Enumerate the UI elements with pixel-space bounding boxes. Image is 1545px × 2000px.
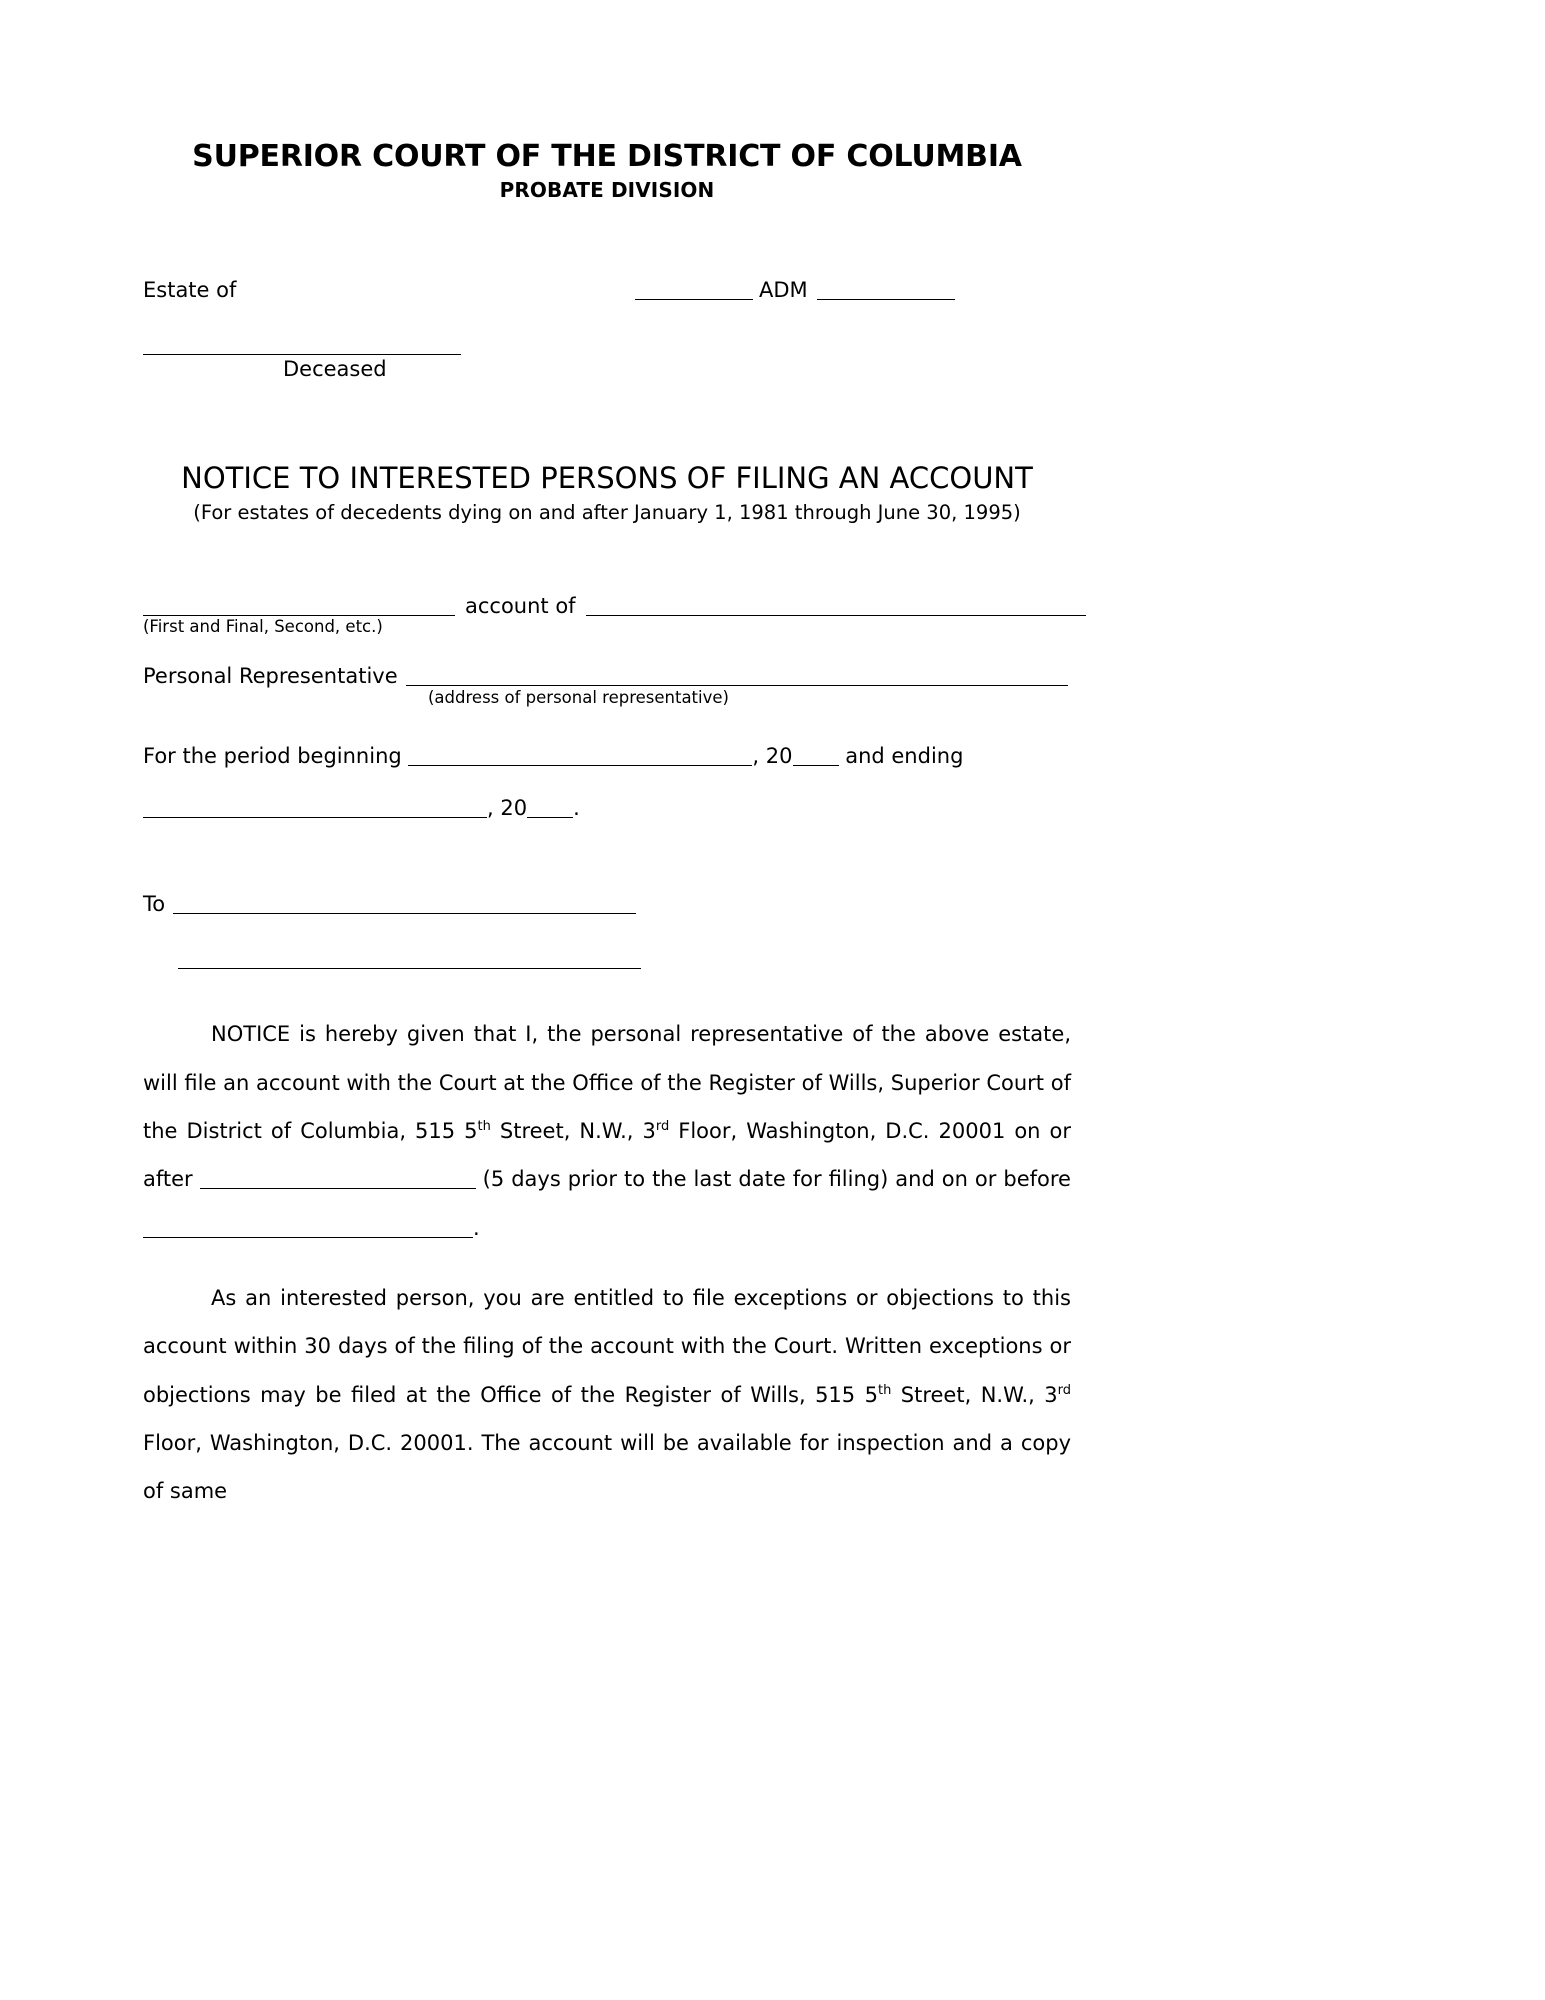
deceased-row (143, 334, 703, 381)
personal-representative-blank[interactable] (406, 666, 1068, 686)
court-division-subtitle: PROBATE DIVISION (499, 177, 715, 202)
period-and-ending: and ending (845, 744, 964, 769)
document-content (143, 0, 1071, 1515)
notice-end-punct: . (473, 1215, 480, 1240)
ordinal-th-1: th (477, 1119, 491, 1135)
to-recipient-blank-1[interactable] (173, 894, 636, 914)
period-begin-year-blank[interactable] (793, 747, 839, 766)
period-end-row (143, 796, 1071, 820)
notice-paragraph-1 (143, 1010, 1071, 1251)
on-or-before-date-blank[interactable] (143, 1219, 473, 1238)
to-label: To (143, 892, 166, 917)
period-year-prefix-1: 20 (765, 744, 793, 769)
estate-block (143, 278, 1071, 388)
period-end-year-blank[interactable] (527, 799, 573, 818)
on-or-after-date-blank[interactable] (200, 1170, 476, 1189)
adm-case-number-row (635, 278, 955, 302)
to-row-1 (143, 892, 1071, 916)
adm-label: ADM (759, 277, 808, 302)
account-type-blank[interactable] (143, 596, 455, 616)
document-title: NOTICE TO INTERESTED PERSONS OF FILING AN ACCOUNT (181, 460, 1033, 495)
to-recipient-blank-2[interactable] (178, 949, 641, 969)
period-comma-2: , (487, 796, 494, 821)
to-block (143, 892, 1071, 974)
court-header (143, 140, 1071, 202)
period-begin-date-blank[interactable] (408, 747, 752, 766)
notice-text-part-3: Floor, Washington, D.C. 20001 on or after (143, 1119, 1071, 1192)
adm-number-blank[interactable] (817, 279, 955, 300)
ordinal-rd-2: rd (1057, 1382, 1071, 1398)
period-begin-prefix: For the period beginning (143, 744, 402, 769)
account-of-row (143, 593, 1071, 618)
to-row-2 (178, 949, 1071, 974)
objections-text-part-3: Floor, Washington, D.C. 20001. The account will be available for inspection and a copy of same (143, 1430, 1071, 1504)
address-caption: (address of personal representative) (428, 688, 729, 708)
period-comma-1: , (752, 744, 760, 769)
personal-representative-row (143, 664, 1071, 688)
court-title: SUPERIOR COURT OF THE DISTRICT OF COLUMBIA (192, 139, 1022, 174)
adm-prefix-blank[interactable] (635, 279, 753, 300)
objections-text-part-1: As an interested person, you are entitled to file exceptions or objections to this account within 30 days of the filing of the account with the Court. Written exceptions or objections may be filed at the Office of the Register of Wills, 515 5 (143, 1285, 1071, 1407)
notice-text-part-1: NOTICE is hereby given that I, the personal representative of the above estate, will file an account with the Court at the Office of the Register of Wills, Superior Court of the District of Columbia, 515 5 (143, 1022, 1071, 1144)
notice-text-part-4: (5 days prior to the last date for filing) and on or before (482, 1167, 1071, 1192)
document-subtitle: (For estates of decedents dying on and after January 1, 1981 through June 30, 1995) (193, 500, 1021, 524)
account-of-label: account of (465, 593, 576, 618)
objections-text-part-2: Street, N.W., 3 (891, 1382, 1058, 1407)
notice-paragraph-2 (143, 1274, 1071, 1515)
personal-representative-label: Personal Representative (143, 664, 398, 689)
account-type-caption: (First and Final, Second, etc.) (143, 616, 383, 636)
notice-text-part-2: Street, N.W., 3 (490, 1119, 656, 1144)
period-end-date-blank[interactable] (143, 799, 487, 818)
account-of-name-blank[interactable] (586, 596, 1086, 616)
form-fields-block (143, 593, 1071, 821)
period-year-prefix-2: 20 (500, 796, 528, 821)
period-paragraph (143, 733, 1071, 780)
estate-of-label: Estate of (143, 277, 237, 302)
document-title-block (143, 462, 1071, 524)
ordinal-th-2: th (877, 1382, 892, 1398)
deceased-name-blank[interactable] (143, 334, 461, 355)
period-end-punct: . (573, 796, 580, 821)
ordinal-rd-1: rd (655, 1119, 670, 1135)
deceased-label: Deceased (283, 356, 387, 381)
